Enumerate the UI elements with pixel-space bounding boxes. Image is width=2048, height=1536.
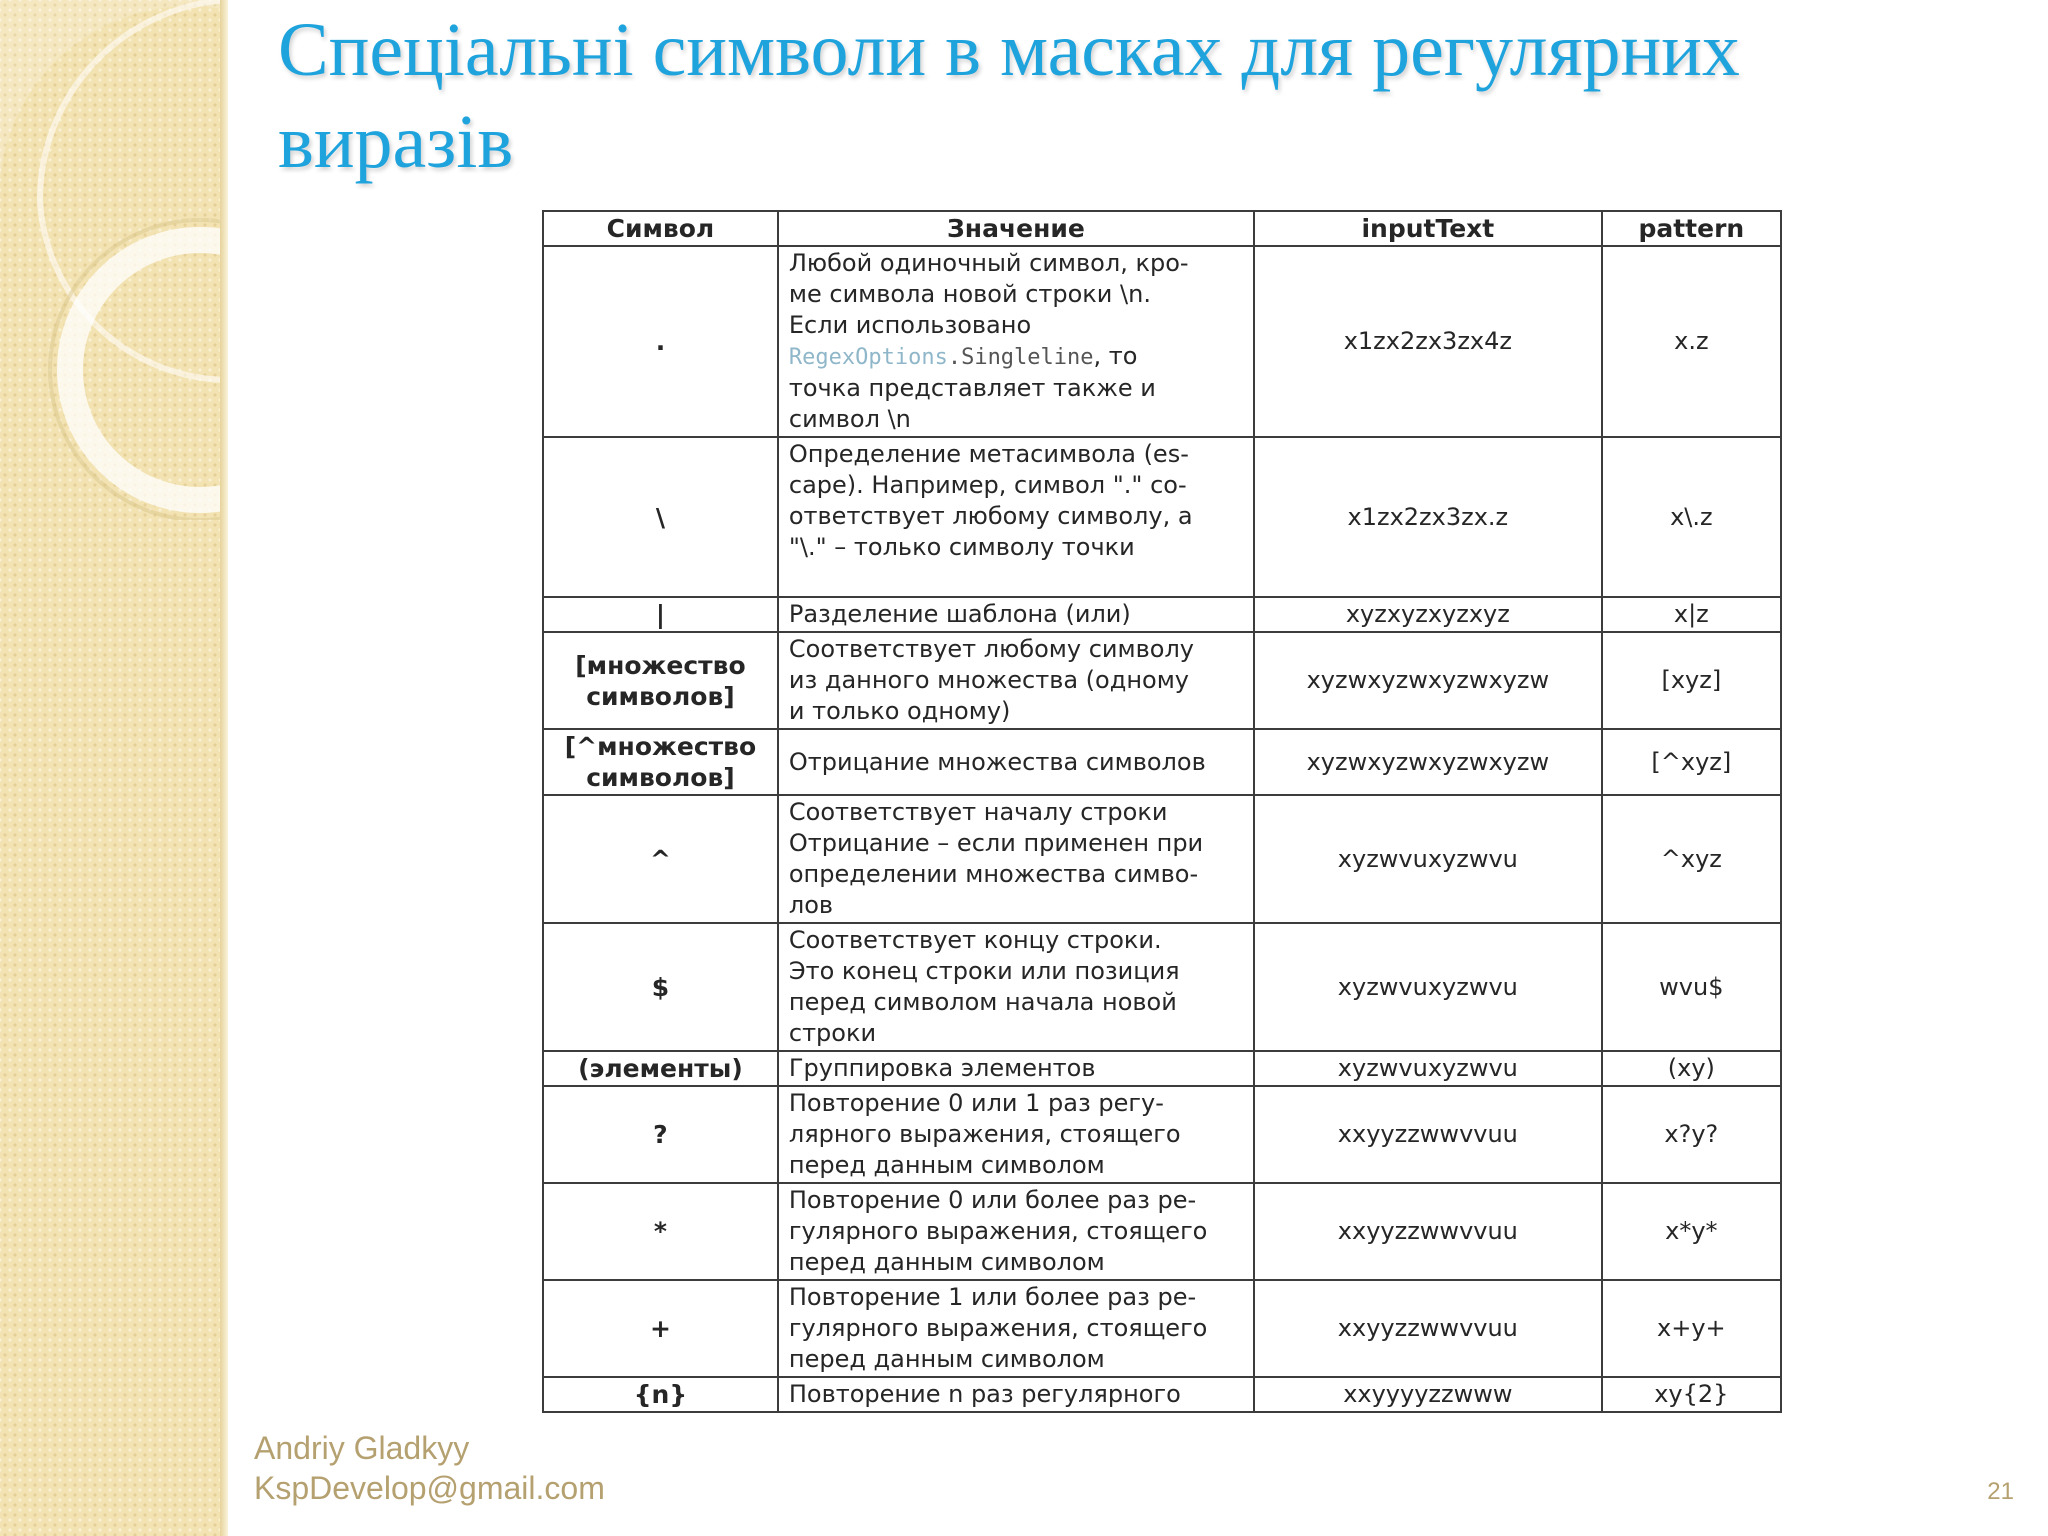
pattern-cell: xy{2} [1602,1377,1781,1412]
meaning-line: Если использовано [788,311,1032,339]
symbol-cell: $ [543,923,778,1051]
meaning-line: перед символом начала новой [788,988,1177,1016]
input-text-cell: x1zx2zx3zx.z [1254,437,1602,597]
symbol-cell [543,632,778,729]
meaning-line: Повторение 0 или 1 раз регу- [788,1089,1164,1117]
header-meaning: Значение [778,211,1254,246]
meaning-line: строки [788,1019,877,1047]
meaning-cell [778,1183,1254,1280]
meaning-line: перед данным символом [788,1151,1105,1179]
meaning-line: и только одному) [788,697,1011,725]
pattern-cell: x+y+ [1602,1280,1781,1377]
header-input-text: inputText [1254,211,1602,246]
meaning-line: "\." – только символу точки [788,533,1135,561]
meaning-line: Отрицание множества символов [788,747,1206,776]
input-text-cell: xxyyyyzzwww [1254,1377,1602,1412]
input-text-cell: xxyyzzwwvvuu [1254,1183,1602,1280]
meaning-code-line [789,341,1243,373]
meaning-cell [778,632,1254,729]
pattern-cell: x\.z [1602,437,1781,597]
meaning-cell [778,923,1254,1051]
meaning-line: гулярного выражения, стоящего [788,1217,1208,1245]
meaning-line: Любой одиночный символ, кро- [788,249,1189,277]
header-symbol: Символ [543,211,778,246]
footer-author: Andriy Gladkyy [254,1430,470,1466]
symbol-line: [множество [575,650,746,680]
meaning-line: перед данным символом [788,1345,1105,1373]
pattern-cell: x.z [1602,246,1781,437]
meaning-line: из данного множества (одному [788,666,1189,694]
decorative-sidebar [0,0,228,1536]
symbol-cell: * [543,1183,778,1280]
meaning-line: Повторение 0 или более раз ре- [788,1186,1197,1214]
table-row [543,1051,1781,1086]
table-row [543,729,1781,795]
meaning-cell [778,1086,1254,1183]
meaning-line: точка представляет также и [788,374,1156,402]
meaning-line: определении множества симво- [788,860,1199,888]
meaning-after-code: , то [1093,342,1138,370]
input-text-cell: xyzxyzxyzxyz [1254,597,1602,632]
slide-title: Спеціальні символи в масках для регулярних виразів [278,8,1740,184]
code-class-name: RegexOptions [788,345,948,370]
meaning-line: cape). Например, символ "." со- [788,471,1187,499]
symbol-cell: . [543,246,778,437]
meaning-line: лов [788,891,834,919]
pattern-cell: wvu$ [1602,923,1781,1051]
meaning-line: ме символа новой строки \n. [788,280,1151,308]
symbol-cell: (элементы) [543,1051,778,1086]
meaning-line: Группировка элементов [788,1054,1096,1082]
meaning-cell [778,1280,1254,1377]
symbol-cell: {n} [543,1377,778,1412]
meaning-line: Повторение n раз регулярного [788,1380,1181,1408]
input-text-cell: xxyyzzwwvvuu [1254,1086,1602,1183]
meaning-line: перед данным символом [788,1248,1105,1276]
pattern-cell: x?y? [1602,1086,1781,1183]
meaning-line: символ \n [788,405,911,433]
meaning-cell [778,1051,1254,1086]
symbol-cell: \ [543,437,778,597]
meaning-line: Разделение шаблона (или) [788,600,1131,628]
meaning-line: гулярного выражения, стоящего [788,1314,1208,1342]
symbol-cell: ? [543,1086,778,1183]
pattern-cell: x|z [1602,597,1781,632]
meaning-line: Определение метасимвола (es- [788,440,1189,468]
meaning-line: Соответствует концу строки. [788,926,1162,954]
meaning-cell [778,1377,1254,1412]
regex-special-symbols-table [542,210,1782,1413]
footer-email: KspDevelop@gmail.com [254,1470,605,1506]
input-text-cell: xyzwvuxyzwvu [1254,1051,1602,1086]
pattern-cell: ^xyz [1602,795,1781,923]
symbol-line: [^множество [564,732,757,761]
symbol-cell: ^ [543,795,778,923]
meaning-line: лярного выражения, стоящего [788,1120,1181,1148]
code-member-name: .Singleline [947,345,1094,370]
table-row [543,1086,1781,1183]
meaning-cell [778,597,1254,632]
table-row [543,1183,1781,1280]
table-row [543,246,1781,437]
input-text-cell: xyzwxyzwxyzwxyzw [1254,632,1602,729]
meaning-line: Отрицание – если применен при [788,829,1204,857]
meaning-line: Соответствует любому символу [788,635,1195,663]
input-text-cell: xyzwvuxyzwvu [1254,923,1602,1051]
table-row [543,1280,1781,1377]
meaning-line: Повторение 1 или более раз ре- [788,1283,1197,1311]
sidebar-edge [220,0,228,1536]
input-text-cell: xyzwxyzwxyzwxyzw [1254,729,1602,795]
meaning-line: Соответствует началу строки [788,798,1168,826]
symbol-line: символов] [586,763,735,792]
input-text-cell: xyzwvuxyzwvu [1254,795,1602,923]
symbol-cell: | [543,597,778,632]
meaning-line: Это конец строки или позиция [788,957,1180,985]
table-row [543,437,1781,597]
input-text-cell: x1zx2zx3zx4z [1254,246,1602,437]
header-pattern: pattern [1602,211,1781,246]
meaning-cell [778,729,1254,795]
table-row [543,597,1781,632]
symbol-cell: + [543,1280,778,1377]
symbol-line: символов] [586,681,735,711]
pattern-cell: [^xyz] [1602,729,1781,795]
meaning-cell [778,246,1254,437]
input-text-cell: xxyyzzwwvvuu [1254,1280,1602,1377]
meaning-line: ответствует любому символу, а [788,502,1193,530]
meaning-cell [778,795,1254,923]
table-row [543,795,1781,923]
page-number: 21 [1987,1478,2014,1505]
table-row [543,923,1781,1051]
pattern-cell: (xy) [1602,1051,1781,1086]
meaning-cell [778,437,1254,597]
table-row [543,1377,1781,1412]
symbol-cell [543,729,778,795]
table-header-row [543,211,1781,246]
table-row [543,632,1781,729]
pattern-cell: [xyz] [1602,632,1781,729]
decorative-rings [0,0,228,520]
pattern-cell: x*y* [1602,1183,1781,1280]
